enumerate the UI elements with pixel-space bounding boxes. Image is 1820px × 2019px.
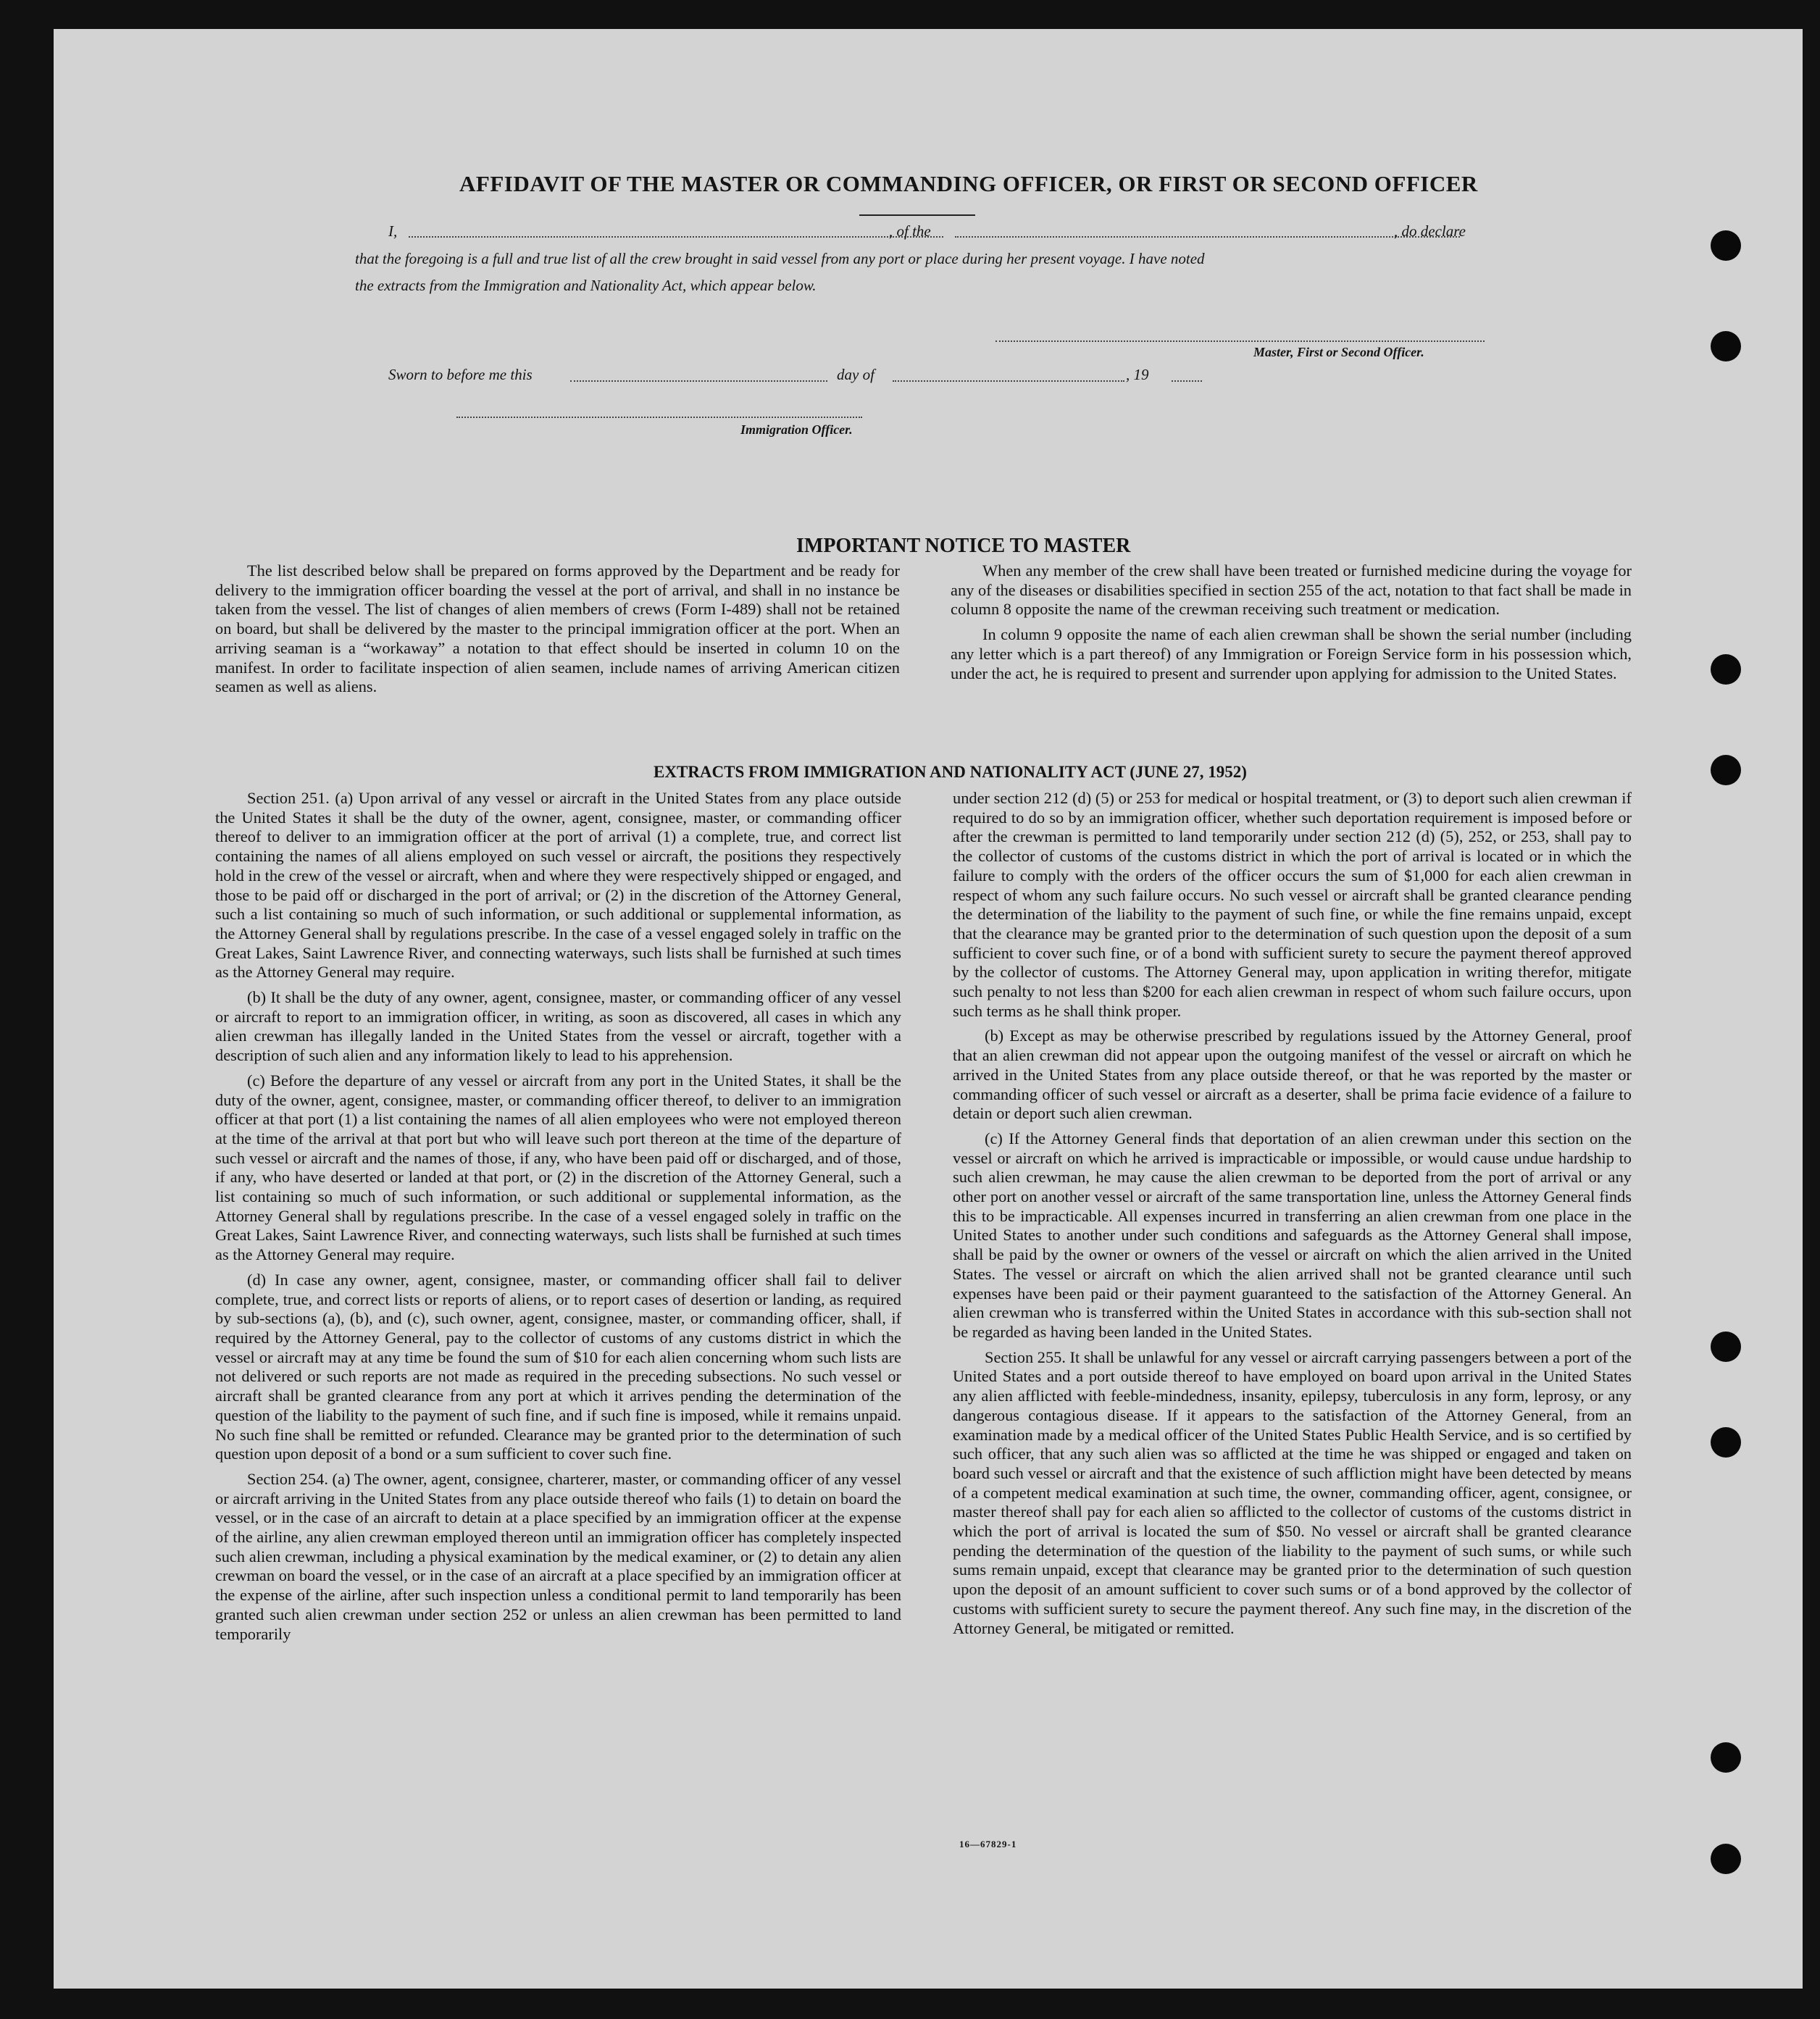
affidavit-title: AFFIDAVIT OF THE MASTER OR COMMANDING OFFICER, OR FIRST OR SECOND OFFICER [459, 171, 1478, 196]
sworn-label: Sworn to before me this [388, 366, 533, 383]
day-of-label: day of [837, 366, 874, 383]
punch-hole [1711, 1332, 1741, 1362]
document-page [54, 29, 1803, 1989]
punch-hole [1711, 1844, 1741, 1874]
affidavit-statement-line: the extracts from the Immigration and Nationality Act, which appear below. [355, 277, 817, 294]
vessel-field[interactable] [955, 236, 1460, 238]
notice-left-column [215, 561, 900, 697]
section-254a-continued: under section 212 (d) (5) or 253 for medical or hospital treatment, or (3) to deport such alien crewman if required to do so by an immigration officer, whether such deportation requirement is imposed before or after the crewman is permitted to land temporarily under section 212 (d) (5), 252, or 253, shall pay to the collector of customs of the customs district in which the port of arrival is located or in which the failure to comply with the orders of the officer occurs the sum of $1,000 for each alien crewman in respect of whom any such failure occurs. No such vessel or aircraft shall be granted clearance pending the determination of the liability to the payment of such fine, or while the fine remains unpaid, except that the clearance may be granted prior to the determination of such question upon the deposit of a sum sufficient to cover such fine, or of a bond with sufficient surety to secure the payment thereof approved by the collector of customs. The Attorney General may, upon application in writing therefor, mitigate such penalty to not less than $200 for each alien crewman in respect of whom such failure occurs, upon such terms as he shall think proper. [953, 789, 1632, 1020]
sworn-day-field[interactable] [570, 380, 827, 382]
extracts-title: EXTRACTS FROM IMMIGRATION AND NATIONALITY ACT (JUNE 27, 1952) [654, 763, 1247, 781]
section-255: Section 255. It shall be unlawful for any vessel or aircraft carrying passengers between a port of the United States and a port outside thereof to have employed on board upon arrival in the United States any alien afflicted with feeble-mindedness, insanity, epilepsy, tuberculosis in any form, leprosy, or any dangerous contagious disease. If it appears to the satisfaction of the Attorney General, from an examination made by a medical officer of the United States Public Health Service, and is so certified by such officer, that any such alien was so afflicted at the time he was shipped or engaged and taken on board such vessel or aircraft and that the existence of such affliction might have been detected by means of a competent medical examination at such time, the owner, commanding officer, agent, consignee, or master thereof shall pay for each alien so afflicted to the collector of customs of the customs district in which the port of arrival is located the sum of $50. No vessel or aircraft shall be granted clearance pending the determination of the question of the liability to the payment of such sums, or while such sums remain unpaid, except that clearance may be granted prior to the determination of such question upon the deposit of an amount sufficient to cover such sums or of a bond approved by the collector of customs with sufficient surety to secure the payment thereof. Any such fine may, in the discretion of the Attorney General, be mitigated or remitted. [953, 1347, 1632, 1637]
extracts-right-column [953, 789, 1632, 1638]
affidavit-statement-line: that the foregoing is a full and true list of all the crew brought in said vessel from any port or place during her present voyage. I have noted [355, 250, 1205, 267]
notice-paragraph: When any member of the crew shall have been treated or furnished medicine during the voyage for any of the diseases or disabilities specified in section 255 of the act, notation to that fact shall be made in column 8 opposite the name of the crewman receiving such treatment or medication. [951, 561, 1632, 619]
section-254c: (c) If the Attorney General finds that deportation of an alien crewman under this section on the vessel or aircraft on which he arrived is impracticable or impossible, or would cause undue hardship to such alien crewman, he may cause the alien crewman to be deported from the port of arrival or any other port on another vessel or aircraft of the same transportation line, unless the Attorney General finds this to be impracticable. All expenses incurred in transferring an alien crewman from one place in the United States to another under such conditions and safeguards as the Attorney General shall impose, shall be paid by the owner or owners of the vessel or aircraft on which the alien arrived in the United States. The vessel or aircraft on which the alien arrived shall not be granted clearance until such expenses have been paid or their payment guaranteed to the satisfaction of the Attorney General. An alien crewman who is transferred within the United States in accordance with this sub-section shall not be regarded as having been landed in the United States. [953, 1129, 1632, 1341]
title-rule [859, 214, 975, 216]
immigration-officer-label: Immigration Officer. [740, 422, 853, 437]
section-251d: (d) In case any owner, agent, consignee, master, or commanding officer shall fail to deliver complete, true, and correct lists or reports of aliens, or to report cases of desertion or landing, as required by sub-sections (a), (b), and (c), such owner, agent, consignee, master, or commanding officer, shall, if required by the Attorney General, pay to the collector of customs of any customs district in which the vessel or aircraft may at any time be found the sum of $10 for each alien concerning whom such lists are not delivered or such reports are not made as required in the preceding subsections. No such vessel or aircraft shall be granted clearance from any port at which it arrives pending the determination of the question of the liability to the payment of such fine, and if such fine is imposed, while it remains unpaid. No such fine shall be remitted or refunded. Clearance may be granted prior to the determination of such question upon deposit of a bond or a sum sufficient to cover such fine. [215, 1270, 901, 1463]
section-251a: Section 251. (a) Upon arrival of any vessel or aircraft in the United States from any place outside the United States it shall be the duty of the owner, agent, consignee, master, or commanding officer thereof to deliver to an immigration officer at the port of arrival (1) a complete, true, and correct list containing the names of all aliens employed on such vessel or aircraft, the positions they respectively hold in the crew of the vessel or aircraft, when and where they were respectively shipped or engaged, and those to be paid off or discharged in the port of arrival; or (2) in the discretion of the Attorney General, such a list containing so much of such information, or such additional or supplemental information, as the Attorney General shall by regulations prescribe. In the case of a vessel engaged solely in traffic on the Great Lakes, Saint Lawrence River, and connecting waterways, such lists shall be furnished at such times as the Attorney General may require. [215, 789, 901, 982]
notice-paragraph: The list described below shall be prepared on forms approved by the Department and be ready for delivery to the immigration officer boarding the vessel at the port of arrival, and shall in no instance be taken from the vessel. The list of changes of alien members of crews (Form I-489) shall not be retained on board, but shall be delivered by the master to the principal immigration officer at the port. When an arriving seaman is a “workaway” a notation to that effect should be inserted in column 10 on the manifest. In order to facilitate inspection of alien seamen, include names of arriving American citizen seamen as well as aliens. [215, 561, 900, 696]
affidavit-of-the-label: , of the [889, 222, 931, 240]
immigration-officer-signature-field[interactable] [456, 417, 862, 418]
punch-hole [1711, 654, 1741, 685]
extracts-left-column [215, 789, 901, 1644]
punch-hole [1711, 230, 1741, 261]
sworn-month-field[interactable] [893, 380, 1124, 382]
affidavit-declare-label: , do declare [1394, 222, 1466, 240]
master-signature-field[interactable] [995, 340, 1485, 342]
notice-right-column [951, 561, 1632, 683]
name-field[interactable] [409, 236, 943, 238]
section-254b: (b) Except as may be otherwise prescribed by regulations issued by the Attorney General, proof that an alien crewman did not appear upon the outgoing manifest of the vessel or aircraft on which he arrived in the United States from any place outside thereof, or that he was reported by the master or commanding officer of such vessel or aircraft as a deserter, shall be prima facie evidence of a failure to detain or deport such alien crewman. [953, 1027, 1632, 1123]
affidavit-i-label: I, [388, 222, 398, 240]
notice-title: IMPORTANT NOTICE TO MASTER [796, 535, 1131, 557]
form-code: 16—67829-1 [959, 1839, 1017, 1849]
section-254a: Section 254. (a) The owner, agent, consignee, charterer, master, or commanding officer of any vessel or aircraft arriving in the United States from any place outside thereof who fails (1) to detain on board the vessel, or in the case of an aircraft to detain at a place specified by an immigration officer at the expense of the airline, any alien crewman employed thereon until an immigration officer has completely inspected such alien crewman, including a physical examination by the medical examiner, or (2) to detain any alien crewman on board the vessel, or in the case of an aircraft at a place specified by an immigration officer at the expense of the airline, after such inspection unless a conditional permit to land temporarily has been granted such alien crewman under section 252 or unless an alien crewman has been permitted to land temporarily [215, 1469, 901, 1643]
punch-hole [1711, 1742, 1741, 1773]
punch-hole [1711, 1427, 1741, 1458]
section-251c: (c) Before the departure of any vessel or aircraft from any port in the United States, it shall be the duty of the owner, agent, consignee, master, or commanding officer thereof, to deliver to an immigration officer at that port (1) a list containing the names of all alien employees who were not employed thereon at the time of the arrival at that port but who will leave such port thereon at the time of the departure of such vessel or aircraft and the names of those, if any, who have been paid off or discharged, and of those, if any, who have deserted or landed at that port, or (2) in the discretion of the Attorney General, such a list containing so much of such information, or such additional or supplemental information, as the Attorney General shall by regulations prescribe. In the case of a vessel engaged solely in traffic on the Great Lakes, Saint Lawrence River, and connecting waterways, such lists shall be furnished at such times as the Attorney General may require. [215, 1071, 901, 1264]
section-251b: (b) It shall be the duty of any owner, agent, consignee, master, or commanding officer of any vessel or aircraft to report to an immigration officer, in writing, as soon as discovered, all cases in which any alien crewman has illegally landed in the United States from the vessel or aircraft, together with a description of such alien and any information likely to lead to his apprehension. [215, 988, 901, 1065]
year-label: , 19 [1126, 366, 1149, 383]
notice-paragraph: In column 9 opposite the name of each alien crewman shall be shown the serial number (including any letter which is a part thereof) of any Immigration or Foreign Service form in his possession which, under the act, he is required to present and surrender upon applying for admission to the United States. [951, 625, 1632, 682]
punch-hole [1711, 331, 1741, 361]
sworn-year-field[interactable] [1172, 380, 1202, 382]
punch-hole [1711, 755, 1741, 785]
master-signature-label: Master, First or Second Officer. [1253, 345, 1424, 359]
